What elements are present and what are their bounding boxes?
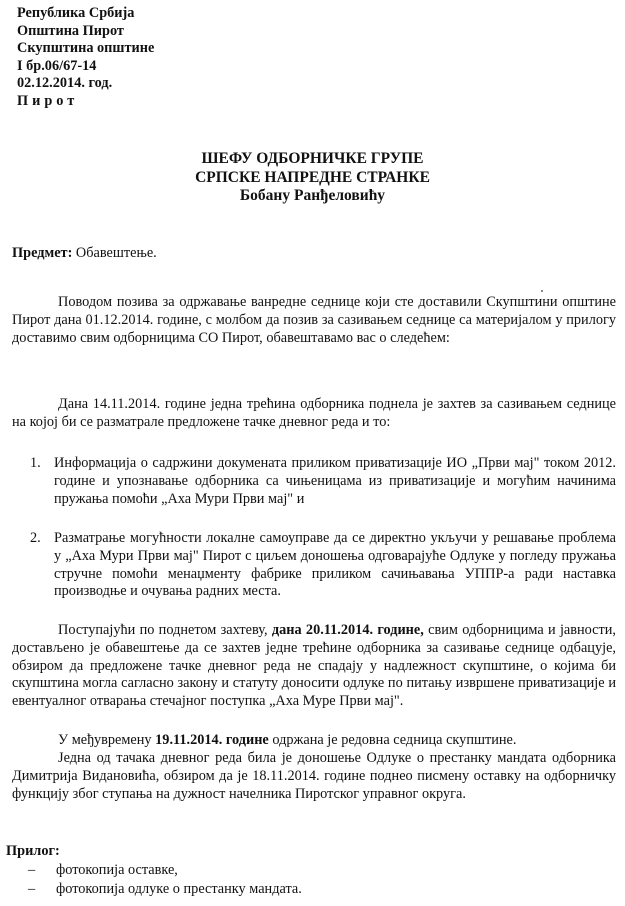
paragraph-response-date: дана 20.11.2014. године, (271, 622, 424, 638)
subject-line (12, 245, 157, 262)
paragraph-meanwhile-text-1: У међувремену (58, 732, 156, 748)
header-date: 02.12.2014. год. (17, 75, 113, 92)
agenda-item-text: Разматрање могућности локалне самоуправе да се директно укључи у решавање проблема у „Аха Мури Први мај" Пирот с циљем доношења одговарајуће Одлуке у погледу пружања стручне помоћи менаџменту фабрике приликом сачињавања УППР-а ради наставка производње и очувања радних места. (54, 530, 616, 600)
paragraph-request-text: Дана 14.11.2014. године једна трећина одборника поднела је захтев за сазивањем седнице на којој би се разматрале предложене тачке дневног реда и то: (12, 396, 616, 430)
addressee-name: Бобану Ранђеловићу (239, 187, 386, 204)
attachment-item (28, 880, 302, 899)
paragraph-meanwhile (12, 732, 616, 750)
addressee-line-2: СРПСКЕ НАПРЕДНЕ СТРАНКЕ (195, 168, 430, 186)
bullet-dash: – (28, 881, 36, 897)
attachments-title: Прилог: (6, 843, 60, 859)
agenda-item-number: 1. (30, 455, 41, 471)
addressee-block (0, 150, 625, 206)
paragraph-intro (12, 294, 616, 347)
agenda-item (30, 455, 616, 508)
attachment-item-text: фотокопија одлуке о престанку мандата. (56, 881, 302, 897)
attachment-item (28, 861, 302, 880)
agenda-item (30, 530, 616, 601)
header-city: Пирот (17, 92, 79, 109)
attachments-list (28, 861, 302, 899)
subject-label: Предмет: (12, 245, 73, 261)
paragraph-meanwhile-date: 19.11.2014. године (155, 732, 269, 748)
agenda-item-number: 2. (30, 530, 41, 546)
document-header (17, 5, 154, 111)
paragraph-request (12, 396, 616, 432)
subject-value: Обавештење. (75, 245, 157, 261)
header-municipality: Општина Пирот (17, 22, 124, 39)
paragraph-meanwhile-text-2: одржана је редовна седница скупштине. (268, 732, 517, 748)
bullet-dash: – (28, 862, 36, 878)
paragraph-intro-text: Поводом позива за одржавање ванредне седнице који сте доставили Скупштини општине Пирот дана 01.12.2014. године, с молбом да позив за сазивањем седнице са материјалом у прилогу доставимо свим одборницима СО Пирот, обавештавамо вас о следећем: (12, 294, 616, 346)
addressee-line-1: ШЕФУ ОДБОРНИЧКЕ ГРУПЕ (201, 150, 424, 167)
agenda-item-text: Информација о садржини докумената приликом приватизације ИО „Први мај" током 2012. године и упознавање одборника са чињеницама из приватизације и могућим начинима пружања помоћи „Аха Мури Први мај" и (54, 455, 616, 507)
paragraph-response-text-1: Поступајући по поднетом захтеву, (58, 622, 272, 638)
scan-speck (541, 290, 543, 292)
paragraph-resignation (12, 750, 616, 803)
header-country: Република Србија (17, 5, 135, 21)
attachment-item-text: фотокопија оставке, (56, 862, 178, 878)
header-reference-number: I бр.06/67-14 (17, 57, 97, 74)
header-assembly: Скупштина општине (17, 40, 155, 57)
paragraph-response-text-2: свим одборницима и јавности, достављено је обавештење да се захтев једне трећине одборника за сазивање седнице одбацује, обзиром да предложене тачке дневног реда не спадају у надлежност скупштине, о којима би скупштина могла сагласно закону и статуту доносити одлуке по питању извршене приватизације и евентуалног отварања стечајног поступка „Аха Муре Први мај". (12, 622, 616, 710)
paragraph-response (12, 622, 616, 711)
paragraph-resignation-text: Једна од тачака дневног реда била је доношење Одлуке о престанку мандата одборника Димитрија Видановића, обзиром да је 18.11.2014. године поднео писмену оставку на одборничку функцију због ступања на дужност начелника Пиротског управног округа. (12, 750, 616, 802)
